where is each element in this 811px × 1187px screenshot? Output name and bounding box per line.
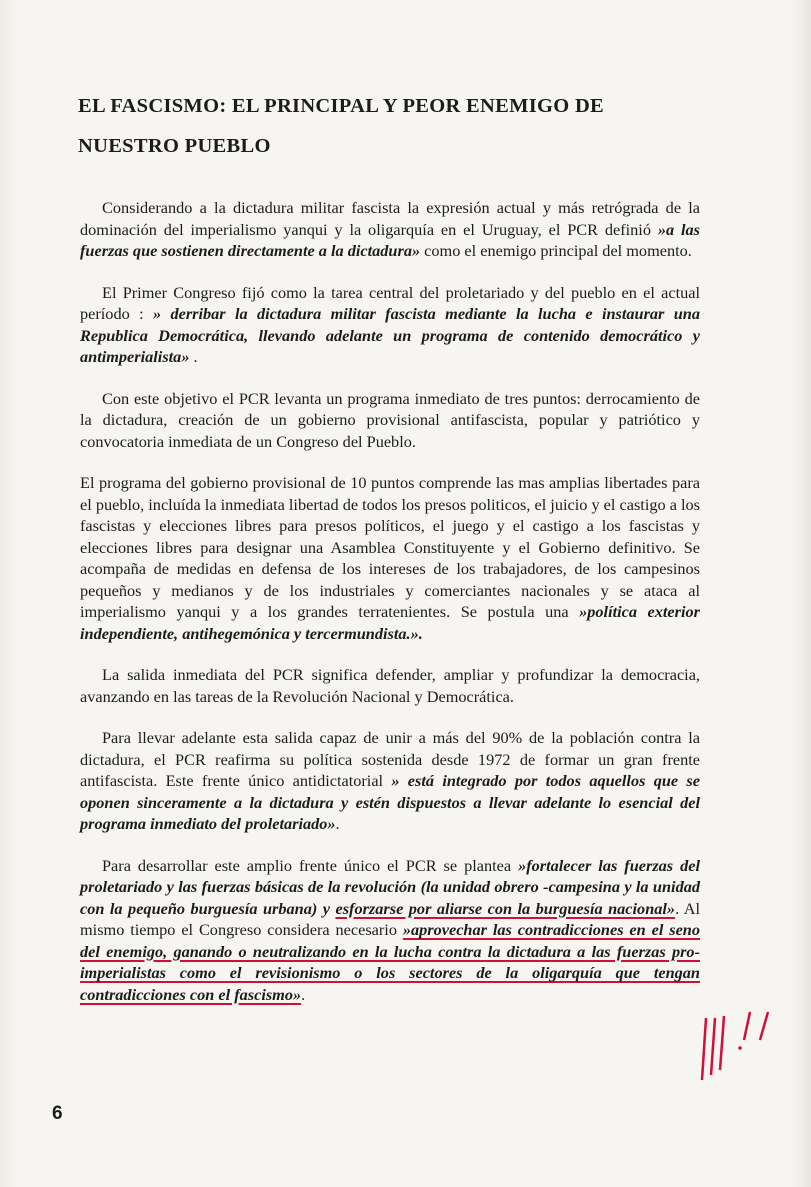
- margin-bar-1: [702, 1018, 706, 1080]
- margin-dot: [738, 1046, 742, 1050]
- p6-text-end: .: [335, 814, 340, 833]
- p2-text: El Primer Congreso fijó como la tarea central del proletariado y del pueblo en el actual período :: [80, 282, 700, 323]
- margin-bar-3: [720, 1016, 724, 1070]
- p2-emphasis: » derribar la dictadura militar fascista mediante la lucha e instaurar una Republica Democrática, llevando adelante un programa de contenido democrático y antimperialista»: [80, 304, 700, 366]
- margin-slash-2: [760, 1012, 768, 1040]
- paragraph-5: La salida inmediata del PCR significa defender, ampliar y profundizar la democracia, avanzando en las tareas de la Revolución Nacional y Democrática.: [80, 665, 700, 706]
- paragraph-6: [80, 727, 700, 835]
- page-number: 6: [52, 1103, 63, 1124]
- p7-underlined-emphasis: esforzarse por aliarse con la burguesía nacional»: [335, 898, 676, 918]
- paragraph-4: [80, 472, 700, 644]
- p7-text-middle: . Al mismo tiempo el Congreso considera necesario: [80, 898, 701, 939]
- paragraph-3: Con este objetivo el PCR levanta un programa inmediato de tres puntos: derrocamiento de la dictadura, creación de un gobierno provisional antifascista, popular y patriótico y convocatoria inmediata de un Congreso del Pueblo.: [80, 388, 700, 451]
- page-title: [78, 86, 678, 166]
- p1-emphasis: »a las fuerzas que sostienen directamente a la dictadura»: [80, 219, 700, 260]
- margin-bar-2: [711, 1018, 715, 1075]
- p1-text-end: como el enemigo principal del momento.: [420, 241, 692, 260]
- body-text: [80, 197, 700, 1025]
- p7-text-end: .: [301, 984, 306, 1004]
- p6-emphasis: » está integrado por todos aquellos que se oponen sinceramente a la dictadura y estén dispuestos a llevar adelante lo esencial del programa inmediato del proletariado»: [80, 771, 700, 833]
- p4-emphasis: »política exterior independiente, antihegemónica y tercermundista.».: [80, 602, 700, 643]
- p1-text: Considerando a la dictadura militar fascista la expresión actual y más retrógrada de la dominación del imperialismo yanqui y la oligarquía en el Uruguay, el PCR definió: [80, 198, 700, 239]
- p4-text: El programa del gobierno provisional de 10 puntos comprende las mas amplias libertades para el pueblo, incluída la inmediata libertad de todos los presos politicos, el juicio y el castigo a los fascistas y elecciones libres para presos políticos, el juego y el castigo a los fascistas y elecciones libres para designar una Asamblea Constituyente y el Gobierno definitivo. Se acompaña de medidas en defensa de los intereses de los trabajadores, de los campesinos pequeños y medianos y de los industriales y comerciantes nacionales y se ataca al imperialismo yanqui y a los grandes terratenientes. Se postula una: [80, 473, 700, 621]
- paragraph-1: [80, 197, 700, 262]
- p7-emphasis: »fortalecer las fuerzas del proletariado y las fuerzas básicas de la revolución (la unidad obrero -campesina y la unidad con la pequeño burguesía urbana) y: [80, 855, 700, 918]
- margin-slash-1: [744, 1012, 750, 1040]
- p6-text: Para llevar adelante esta salida capaz de unir a más del 90% de la población contra la dictadura, el PCR reafirma su política sostenida desde 1972 de formar un gran frente antifascista. Este frente único antidictatorial: [80, 728, 700, 790]
- title-line-1: EL FASCISMO: EL PRINCIPAL Y PEOR ENEMIGO DE: [78, 95, 605, 117]
- paragraph-7: [80, 855, 700, 1006]
- p7-underlined-quote: »aprovechar las contradicciones en el seno del enemigo, ganando o neutralizando en la lucha contra la dictadura a las fuerzas pro-imperialistas como el revisionismo o los sectores de la oligarquía que tengan contradicciones con el fascismo»: [80, 920, 700, 1004]
- p2-text-end: .: [189, 347, 198, 366]
- paragraph-2: [80, 282, 700, 368]
- title-line-2: NUESTRO PUEBLO: [78, 135, 271, 157]
- p7-text: Para desarrollar este amplio frente único el PCR se plantea: [102, 855, 519, 875]
